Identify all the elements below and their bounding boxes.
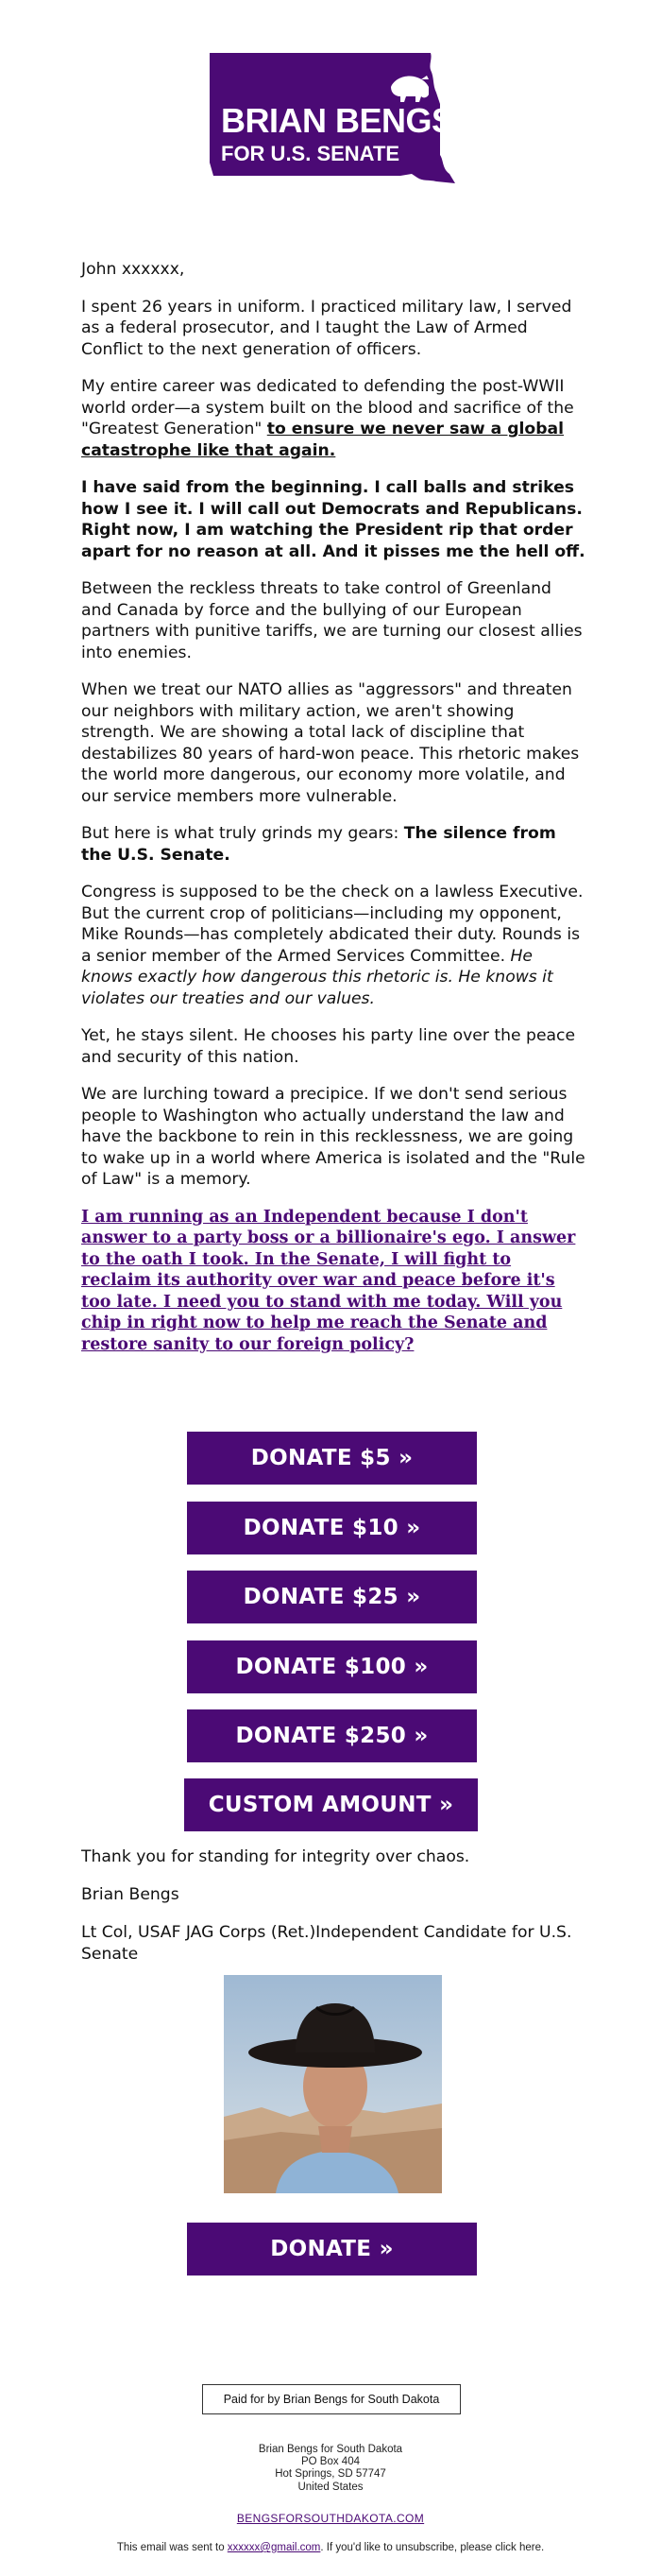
paragraph-6 [81,823,585,866]
website-link[interactable]: BENGSFORSOUTHDAKOTA.COM [236,2512,425,2525]
footer-prefix: This email was sent to [116,2542,228,2553]
custom-amount-button[interactable]: CUSTOM AMOUNT » [184,1778,478,1831]
logo-subtitle: FOR U.S. SENATE [221,142,400,165]
address-line: Brian Bengs for South Dakota [258,2444,403,2455]
paragraph-1: I spent 26 years in uniform. I practiced military law, I served as a federal prosecutor, and I taught the Law of Armed Conflict to the next generation of officers. [81,297,572,359]
signature-title: Lt Col, USAF JAG Corps (Ret.)Independent Candidate for U.S. Senate [81,1923,572,1964]
address-line: PO Box 404 [300,2456,360,2468]
paragraph-9: We are lurching toward a precipice. If we don't send serious people to Washington who actually understand the law and have the backbone to rein in this recklessness, we are going to wake up in a world where America is isolated and the "Rule of Law" is a memory. [81,1085,585,1189]
mailing-address [0,2444,661,2494]
paragraph-5: When we treat our NATO allies as "aggressors" and threaten our neighbors with military action, we aren't showing strength. We are showing a total lack of discipline that destabilizes 80 years of hard-won peace. This rhetoric makes the world more dangerous, our economy more volatile, and our service members more vulnerable. [81,680,580,806]
call-to-action-text[interactable]: I am running as an Independent because I don't answer to a party boss or a billionaire's ego. I answer to the oath I took. In the Senate, I will fight to reclaim its authority over war and peace before it's too late. I need you to stand with me today. Will you chip in right now to help me reach the Senate and restore sanity to our foreign policy? [81,1207,576,1354]
paragraph-7-italic: He knows exactly how dangerous this rhetoric is. He knows it violates our treaties and our values. [81,946,553,1008]
paragraph-3: I have said from the beginning. I call balls and strikes how I see it. I will call out Democrats and Republicans. Right now, I am watching the President rip that order apart for no reason at all. And it pisses me the hell off. [81,478,585,561]
donate-100-button[interactable]: DONATE $100 » [187,1640,477,1693]
paragraph-8: Yet, he stays silent. He chooses his party line over the peace and security of this nation. [81,1026,576,1067]
address-line: United States [297,2481,364,2493]
footer-unsubscribe[interactable]: . If you'd like to unsubscribe, please click here. [320,2542,545,2553]
paragraph-7 [81,882,585,1009]
signature: Brian Bengs [81,1885,179,1904]
paragraph-2-text: My entire career was dedicated to defending the post-WWII world order—a system built on the blood and sacrifice of the "Greatest Generation" [81,377,574,438]
thanks-line: Thank you for standing for integrity over chaos. [81,1847,470,1866]
paragraph-6-text: But here is what truly grinds my gears: [81,824,404,843]
email-body [81,259,585,1371]
candidate-photo [224,1975,442,2193]
paragraph-6-emphasis: The silence from the U.S. Senate. [81,824,556,865]
paragraph-2 [81,376,585,461]
donate-250-button[interactable]: DONATE $250 » [187,1709,477,1762]
paragraph-2-emphasis: to ensure we never saw a global catastrophe like that again. [81,420,565,460]
paragraph-7-text: Congress is supposed to be the check on a lawless Executive. But the current crop of politicians—including my opponent, Mike Rounds—has completely abdicated their duty. Rounds is a senior member of the Armed Services Committee. [81,883,584,966]
address-line: Hot Springs, SD 57747 [275,2468,386,2481]
donate-25-button[interactable]: DONATE $25 » [187,1571,477,1623]
logo-name: BRIAN BENGS [221,101,454,140]
donate-5-button[interactable]: DONATE $5 » [187,1432,477,1485]
greeting: John xxxxxx, [81,260,185,279]
donate-button[interactable]: DONATE » [187,2223,477,2275]
call-to-action-link[interactable] [81,1207,585,1356]
paragraph-4: Between the reckless threats to take control of Greenland and Canada by force and the bullying of our European partners with punitive tariffs, we are turning our closest allies into enemies. [81,579,583,662]
paid-for-disclaimer: Paid for by Brian Bengs for South Dakota [202,2384,461,2414]
footer-note [0,2542,661,2553]
donate-10-button[interactable]: DONATE $10 » [187,1502,477,1554]
recipient-email-link[interactable]: xxxxxx@gmail.com [227,2542,321,2553]
campaign-logo [206,49,459,189]
